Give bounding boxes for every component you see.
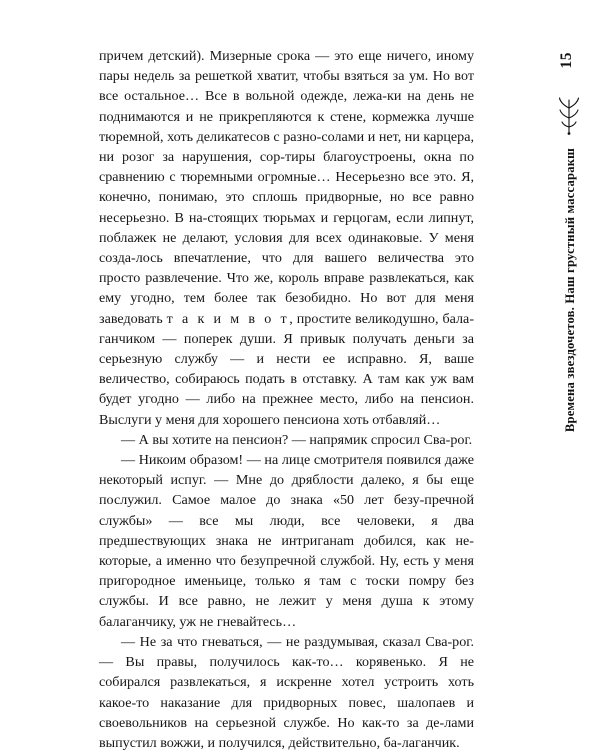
paragraph [99, 46, 474, 430]
text-run: — Не за что гневаться, — не раздумывая, сказал Сва-рог. — Вы правы, получилось как-то… корявенько. Я не собирался развлекаться, я искренне хотел устроить хоть какое-то наказание для придворных повес, шалопаев и своевольников на серьезной службе. Но как-то за де-лами выпустил вожжи, и получился, действительно, ба-лаганчик. [99, 633, 474, 751]
text-run: — Никоим образом! — на лице смотрителя появился даже некоторый испуг. — Мне до дряблости далеко, я бы еще послужил. Самое малое до знака «50 лет безу-пречной службы» — все мы люди, все человеки, я два предшествующих знака не интриганam добился, как не-которые, а именно что безупречной службой. Ну, есть у меня пригородное именьице, только я там с тоски помру без службы. И все равно, не лежит у меня душа к этому балаганчику, уж не гневайтесь… [99, 452, 474, 630]
letter-spaced-emphasis: т а к и м в о т [166, 310, 290, 327]
fleuron-ornament-icon [556, 96, 582, 136]
paragraph [99, 632, 474, 753]
page-number: 15 [558, 52, 575, 69]
text-run: причем детский). Мизерные срока — это еще ничего, иному пары недель за решеткой хватит, чтобы взяться за ум. Но вот все остальное… Все в вольной одежде, лежа-ки на день не поднимаются и не прикрепляются к стене, кормежка лучше тюремной, хоть деликатесов с разно-солами и нет, ни карцера, ни розог за нарушения, сор-тиры благоустроены, окна по сравнению с тюремными огромные… Несерьезно все это. Я, конечно, понимаю, это сплошь придворные, но все равно несерьезно. В на-стоящих тюрьмах и герцогам, если липнут, поблажек не делают, условия для всех одинаковые. У меня созда-лось впечатление, что для вашего величества это просто развлечение. Что же, король вправе развлекаться, как ему угодно, тем более так безобидно. Но вот для меня заведовать [99, 48, 474, 327]
paragraph [99, 430, 474, 450]
text-run: — А вы хотите на пенсион? — напрямик спросил Сва-рог. [121, 431, 473, 448]
page-sidebar [514, 0, 600, 750]
paragraph [99, 450, 474, 632]
text-run: , простите великодушно, бала-ганчиком — поперек души. Я привык получать деньги за серьезную службу — и нести ее исправно. Я, ваше величество, собираюсь подать в отставку. А там как уж вам будет угодно — либо на прежнее место, либо на пенсион. Выслуги у меня для хорошего пенсиона хоть отбавляй… [99, 310, 475, 428]
body-text-column [99, 46, 474, 753]
running-head: Времена звездочетов. Наш грустный массаракш [563, 148, 577, 433]
